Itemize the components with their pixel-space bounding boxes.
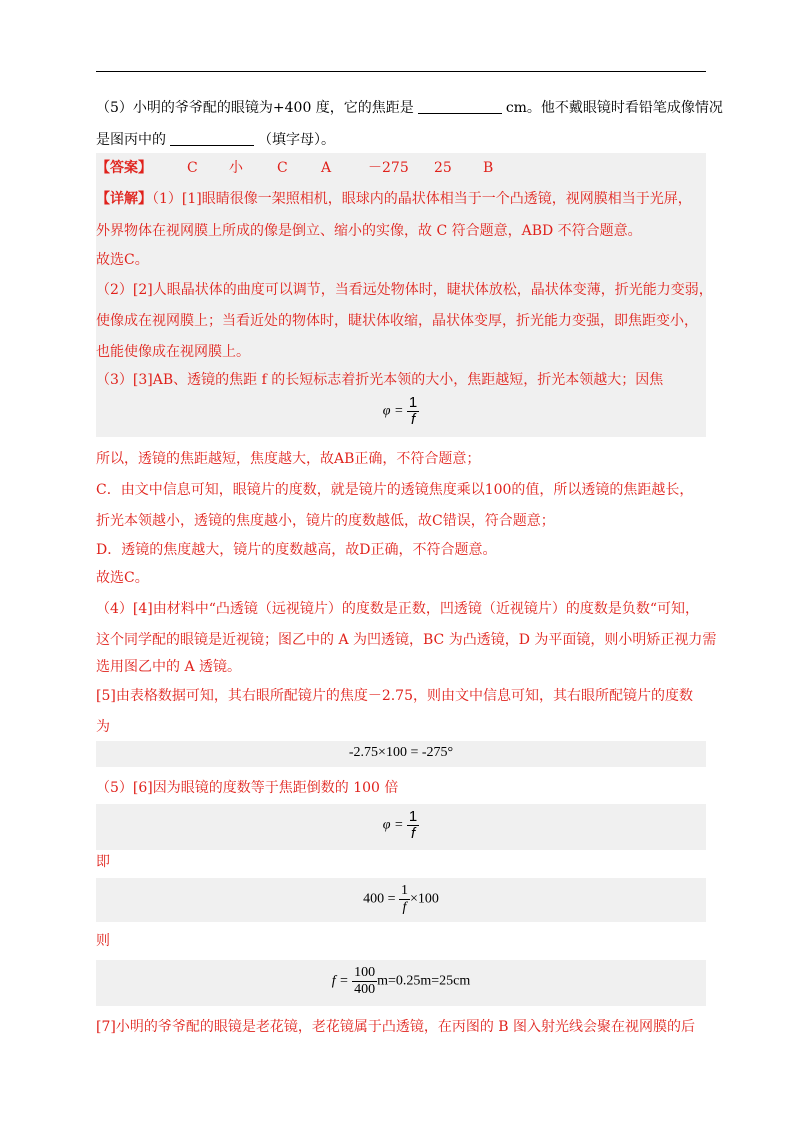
question-text: （填字母）。 [258, 132, 335, 148]
fraction [407, 809, 419, 842]
formula-degree-calc: -2.75×100 = -275° [348, 745, 454, 760]
detail-line: [5]由表格数据可知，其右眼所配镜片的焦度－2.75，则由文中信息可知，其右眼所配镜片的度数 [96, 688, 694, 704]
header-rule [96, 71, 706, 72]
detail-line: 所以，透镜的焦距越短，焦度越大，故AB正确，不符合题意； [96, 451, 481, 467]
detail-line: 为 [96, 719, 110, 735]
answer-blank [170, 131, 254, 146]
fraction-denominator: f [411, 825, 416, 842]
question-5-line-2 [96, 129, 335, 151]
question-text: cm。他不戴眼镜时看铅笔成像情况 [505, 100, 723, 116]
fraction-denominator: f [402, 900, 407, 915]
formula-focal-power-2 [96, 809, 706, 842]
answer-item: C [187, 160, 198, 176]
formula-lhs: φ = [382, 403, 404, 419]
fraction-denominator: 400 [354, 982, 376, 997]
detail-label: 【详解】 [96, 191, 152, 207]
answer-blank [418, 99, 502, 114]
detail-line: 外界物体在视网膜上所成的像是倒立、缩小的实像，故 C 符合题意，ABD 不符合题意。 [96, 223, 642, 239]
detail-line: 故选C。 [96, 570, 149, 586]
detail-line: D．透镜的焦度越大，镜片的度数越高，故D正确，不符合题意。 [96, 542, 497, 558]
detail-line: （5）[6]因为眼镜的度数等于焦距倒数的 100 倍 [96, 780, 399, 796]
answer-item: C [277, 160, 288, 176]
question-5-line-1 [96, 97, 723, 119]
formula-focal-length [96, 965, 706, 998]
detail-line: （3）[3]AB、透镜的焦距 f 的长短标志着折光本领的大小，焦距越短，折光本领越大；因焦 [96, 372, 664, 388]
answer-item: A [321, 160, 332, 176]
formula-focal-power [96, 395, 706, 428]
formula-lhs: 400 = [363, 891, 396, 907]
detail-line: [7]小明的爷爷配的眼镜是老花镜，老花镜属于凸透镜，在丙图的 B 图入射光线会聚在视网膜的后 [96, 1019, 696, 1035]
detail-line: 即 [96, 854, 110, 870]
detail-line: （2）[2]人眼晶状体的曲度可以调节，当看远处物体时，睫状体放松，晶状体变薄，折光能力变弱， [96, 282, 713, 298]
detail-line: （4）[4]由材料中“凸透镜（远视镜片）的度数是正数，凹透镜（近视镜片）的度数是负数“可知， [96, 601, 700, 617]
fraction [407, 395, 419, 428]
formula-lhs: f = [331, 973, 349, 989]
detail-line: 使像成在视网膜上；当看近处的物体时，睫状体收缩，晶状体变厚，折光能力变强，即焦距变小， [96, 313, 698, 329]
question-text: （5）小明的爷爷配的眼镜为+400 度，它的焦距是 [96, 100, 414, 116]
formula-rhs: ×100 [410, 891, 439, 907]
formula-rhs: m=0.25m=25cm [377, 973, 471, 989]
fraction-numerator: 100 [354, 965, 376, 980]
answer-item: B [483, 160, 494, 176]
fraction-denominator: f [411, 411, 416, 428]
detail-line: 选用图乙中的 A 透镜。 [96, 659, 242, 675]
fraction-numerator: 1 [401, 883, 408, 898]
detail-line [96, 188, 692, 210]
fraction-numerator: 1 [408, 808, 418, 825]
detail-line: 这个同学配的眼镜是近视镜；图乙中的 A 为凹透镜，BC 为凸透镜，D 为平面镜，则小明矫正视力需 [96, 632, 717, 648]
formula-400 [96, 883, 706, 916]
detail-line: 也能使像成在视网膜上。 [96, 344, 250, 360]
fraction-numerator: 1 [408, 394, 418, 411]
answer-item: 25 [434, 160, 452, 176]
formula-lhs: φ = [382, 817, 404, 833]
detail-line: 则 [96, 933, 110, 949]
detail-line: C．由文中信息可知，眼镜片的度数，就是镜片的透镜焦度乘以100的值，所以透镜的焦距越长， [96, 482, 694, 498]
answer-item: 小 [229, 160, 243, 176]
fraction [399, 883, 410, 916]
answer-label: 【答案】 [96, 160, 152, 176]
detail-line: 折光本领越小，透镜的焦度越小，镜片的度数越低，故C错误，符合题意； [96, 513, 555, 529]
detail-line: 故选C。 [96, 252, 149, 268]
fraction [352, 965, 377, 998]
answer-item: －275 [368, 160, 409, 176]
question-text: 是图丙中的 [96, 132, 166, 148]
detail-text: （1）[1]眼睛很像一架照相机，眼球内的晶状体相当于一个凸透镜，视网膜相当于光屏， [152, 191, 692, 207]
